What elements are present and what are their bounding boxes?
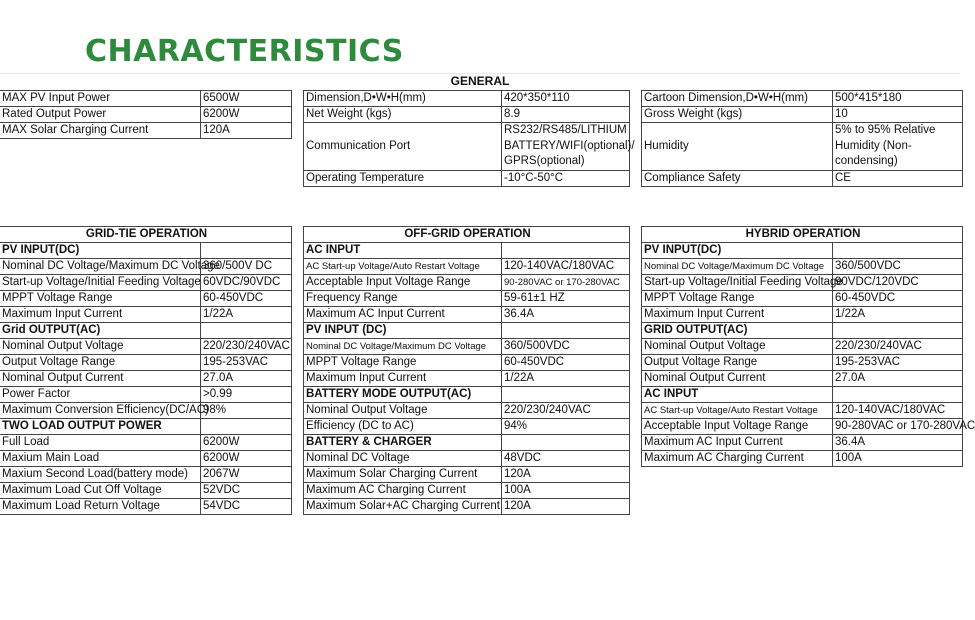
spec-row [642, 259, 963, 275]
spec-row [0, 451, 292, 467]
spec-label: Compliance Safety [642, 170, 833, 186]
spec-row [304, 371, 630, 387]
spec-label: Full Load [0, 435, 201, 451]
spec-label: Power Factor [0, 387, 201, 403]
spec-value: 120-140VAC/180VAC [833, 403, 963, 419]
spec-value: 60-450VDC [201, 291, 292, 307]
spec-row [642, 291, 963, 307]
spec-row [0, 307, 292, 323]
section-title: GRID OUTPUT(AC) [642, 323, 833, 339]
spec-row [304, 170, 630, 186]
section-blank [833, 323, 963, 339]
spec-row [304, 307, 630, 323]
spec-row [0, 467, 292, 483]
spec-label: MPPT Voltage Range [642, 291, 833, 307]
spec-value: 6500W [201, 91, 292, 107]
spec-value: 100A [502, 483, 630, 499]
spec-value: 2067W [201, 467, 292, 483]
spec-value: 195-253VAC [201, 355, 292, 371]
spec-row [0, 499, 292, 515]
section-row [642, 323, 963, 339]
page-title: CHARACTERISTICS [85, 34, 404, 69]
spec-label: Humidity [642, 123, 833, 171]
spec-value: 36.4A [502, 307, 630, 323]
spec-row [304, 275, 630, 291]
spec-label: Output Voltage Range [0, 355, 201, 371]
spec-label: Nominal Output Voltage [0, 339, 201, 355]
section-title: PV INPUT(DC) [0, 243, 201, 259]
spec-label: Start-up Voltage/Initial Feeding Voltage [0, 275, 201, 291]
spec-value: 90VDC/120VDC [833, 275, 963, 291]
spec-row [304, 259, 630, 275]
spec-value: 8.9 [502, 107, 630, 123]
spec-label: MPPT Voltage Range [304, 355, 502, 371]
spec-row [0, 339, 292, 355]
section-row [304, 323, 630, 339]
spec-label: MAX Solar Charging Current [0, 123, 201, 139]
spec-label: Maximum Input Current [304, 371, 502, 387]
spec-row [642, 107, 963, 123]
spec-value: 120A [502, 499, 630, 515]
spec-label: Maximum Conversion Efficiency(DC/AC) [0, 403, 201, 419]
spec-label: Output Voltage Range [642, 355, 833, 371]
table-heading: GRID-TIE OPERATION [0, 227, 292, 243]
spec-value: CE [833, 170, 963, 186]
spec-value: 6200W [201, 451, 292, 467]
section-row [0, 243, 292, 259]
spec-row [0, 435, 292, 451]
spec-label: Frequency Range [304, 291, 502, 307]
section-title: AC INPUT [304, 243, 502, 259]
spec-row [304, 339, 630, 355]
spec-label: Nominal DC Voltage/Maximum DC Voltage [642, 259, 833, 275]
spec-row [304, 451, 630, 467]
section-blank [502, 387, 630, 403]
spec-label: Maximum Input Current [0, 307, 201, 323]
spec-value: 360/500V DC [201, 259, 292, 275]
section-title: TWO LOAD OUTPUT POWER [0, 419, 201, 435]
spec-row [642, 170, 963, 186]
spec-value: 5% to 95% Relative Humidity (Non-condensing) [833, 123, 963, 171]
table-heading-row [642, 227, 963, 243]
spec-label: Communication Port [304, 123, 502, 171]
spec-value: 10 [833, 107, 963, 123]
spec-label: Maximum Solar+AC Charging Current [304, 499, 502, 515]
spec-row [304, 107, 630, 123]
spec-row [642, 403, 963, 419]
spec-label: Gross Weight (kgs) [642, 107, 833, 123]
section-title: BATTERY & CHARGER [304, 435, 502, 451]
spec-value: -10°C-50°C [502, 170, 630, 186]
spec-label: Dimension,D•W•H(mm) [304, 91, 502, 107]
spec-label: Acceptable Input Voltage Range [642, 419, 833, 435]
spec-row [642, 371, 963, 387]
spec-value: 120A [201, 123, 292, 139]
section-title: Grid OUTPUT(AC) [0, 323, 201, 339]
off-grid-table [303, 226, 630, 515]
spec-label: Nominal Output Current [642, 371, 833, 387]
spec-row [304, 499, 630, 515]
spec-label: Maximum AC Charging Current [304, 483, 502, 499]
section-title: PV INPUT (DC) [304, 323, 502, 339]
spec-row [642, 275, 963, 291]
spec-label: Maximum Input Current [642, 307, 833, 323]
table-heading: HYBRID OPERATION [642, 227, 963, 243]
section-blank [201, 243, 292, 259]
spec-value: 90-280VAC or 170-280VAC [502, 275, 630, 291]
spec-row [0, 107, 292, 123]
section-row [642, 243, 963, 259]
spec-value: 94% [502, 419, 630, 435]
spec-value: 220/230/240VAC [833, 339, 963, 355]
spec-value: 59-61±1 HZ [502, 291, 630, 307]
spec-value: 60VDC/90VDC [201, 275, 292, 291]
spec-value: 220/230/240VAC [502, 403, 630, 419]
spec-value: 120-140VAC/180VAC [502, 259, 630, 275]
spec-row [0, 483, 292, 499]
spec-label: Start-up Voltage/Initial Feeding Voltage [642, 275, 833, 291]
section-blank [201, 419, 292, 435]
spec-row [304, 355, 630, 371]
spec-row [304, 419, 630, 435]
spec-label: AC Start-up Voltage/Auto Restart Voltage [642, 403, 833, 419]
spec-value: 90-280VAC or 170-280VAC [833, 419, 963, 435]
general-table-3 [641, 90, 963, 187]
spec-value: 360/500VDC [833, 259, 963, 275]
spec-row [642, 355, 963, 371]
general-table-1 [0, 90, 292, 139]
section-row [304, 435, 630, 451]
spec-label: Maximum AC Input Current [642, 435, 833, 451]
spec-row [0, 371, 292, 387]
spec-value: 98% [201, 403, 292, 419]
spec-value: RS232/RS485/LITHIUM BATTERY/WIFI(optional)/ GPRS(optional) [502, 123, 630, 171]
spec-row [304, 403, 630, 419]
spec-row [0, 387, 292, 403]
section-blank [502, 243, 630, 259]
spec-label: Nominal Output Voltage [304, 403, 502, 419]
spec-value: 27.0A [833, 371, 963, 387]
spec-value: 195-253VAC [833, 355, 963, 371]
spec-value: 48VDC [502, 451, 630, 467]
section-row [304, 387, 630, 403]
spec-row [304, 91, 630, 107]
section-blank [502, 323, 630, 339]
section-row [642, 387, 963, 403]
spec-label: Nominal DC Voltage [304, 451, 502, 467]
spec-label: Nominal DC Voltage/Maximum DC Voltage [304, 339, 502, 355]
section-title: BATTERY MODE OUTPUT(AC) [304, 387, 502, 403]
spec-label: Rated Output Power [0, 107, 201, 123]
spec-value: 1/22A [833, 307, 963, 323]
spec-row [642, 435, 963, 451]
spec-value: 60-450VDC [833, 291, 963, 307]
spec-value: 52VDC [201, 483, 292, 499]
section-title: AC INPUT [642, 387, 833, 403]
spec-row [642, 339, 963, 355]
spec-row [304, 483, 630, 499]
spec-row [304, 123, 630, 171]
table-heading-row [0, 227, 292, 243]
spec-label: Cartoon Dimension,D•W•H(mm) [642, 91, 833, 107]
spec-value: 6200W [201, 435, 292, 451]
spec-label: Nominal Output Current [0, 371, 201, 387]
spec-value: 120A [502, 467, 630, 483]
spec-row [0, 275, 292, 291]
spec-row [642, 123, 963, 171]
spec-row [0, 259, 292, 275]
hybrid-table [641, 226, 975, 467]
table-heading-row [304, 227, 630, 243]
spec-label: Maximum AC Input Current [304, 307, 502, 323]
spec-row [642, 451, 963, 467]
spec-row [0, 355, 292, 371]
general-table-2 [303, 90, 635, 187]
general-heading: GENERAL [450, 74, 510, 88]
table-heading: OFF-GRID OPERATION [304, 227, 630, 243]
spec-label: Nominal Output Voltage [642, 339, 833, 355]
spec-label: Nominal DC Voltage/Maximum DC Voltage [0, 259, 201, 275]
spec-value: 220/230/240VAC [201, 339, 292, 355]
spec-label: Operating Temperature [304, 170, 502, 186]
spec-value: 36.4A [833, 435, 963, 451]
spec-value: >0.99 [201, 387, 292, 403]
spec-value: 1/22A [201, 307, 292, 323]
spec-row [642, 307, 963, 323]
spec-value: 60-450VDC [502, 355, 630, 371]
spec-label: Net Weight (kgs) [304, 107, 502, 123]
section-title: PV INPUT(DC) [642, 243, 833, 259]
section-blank [201, 323, 292, 339]
section-blank [833, 243, 963, 259]
spec-row [642, 91, 963, 107]
spec-label: MPPT Voltage Range [0, 291, 201, 307]
spec-label: Maxium Second Load(battery mode) [0, 467, 201, 483]
spec-label: Maxium Main Load [0, 451, 201, 467]
spec-row [0, 123, 292, 139]
spec-row [0, 291, 292, 307]
spec-value: 100A [833, 451, 963, 467]
spec-label: AC Start-up Voltage/Auto Restart Voltage [304, 259, 502, 275]
spec-label: Acceptable Input Voltage Range [304, 275, 502, 291]
spec-value: 500*415*180 [833, 91, 963, 107]
spec-label: Maximum Load Cut Off Voltage [0, 483, 201, 499]
spec-row [304, 291, 630, 307]
grid-tie-table [0, 226, 292, 515]
spec-value: 1/22A [502, 371, 630, 387]
spec-label: Maximum AC Charging Current [642, 451, 833, 467]
spec-row [0, 403, 292, 419]
spec-value: 54VDC [201, 499, 292, 515]
spec-value: 420*350*110 [502, 91, 630, 107]
spec-value: 360/500VDC [502, 339, 630, 355]
spec-label: Maximum Solar Charging Current [304, 467, 502, 483]
spec-label: Efficiency (DC to AC) [304, 419, 502, 435]
spec-row [642, 419, 963, 435]
section-blank [833, 387, 963, 403]
spec-row [0, 91, 292, 107]
section-row [0, 419, 292, 435]
section-row [0, 323, 292, 339]
spec-value: 6200W [201, 107, 292, 123]
spec-label: Maximum Load Return Voltage [0, 499, 201, 515]
spec-value: 27.0A [201, 371, 292, 387]
spec-label: MAX PV Input Power [0, 91, 201, 107]
section-blank [502, 435, 630, 451]
section-row [304, 243, 630, 259]
spec-row [304, 467, 630, 483]
